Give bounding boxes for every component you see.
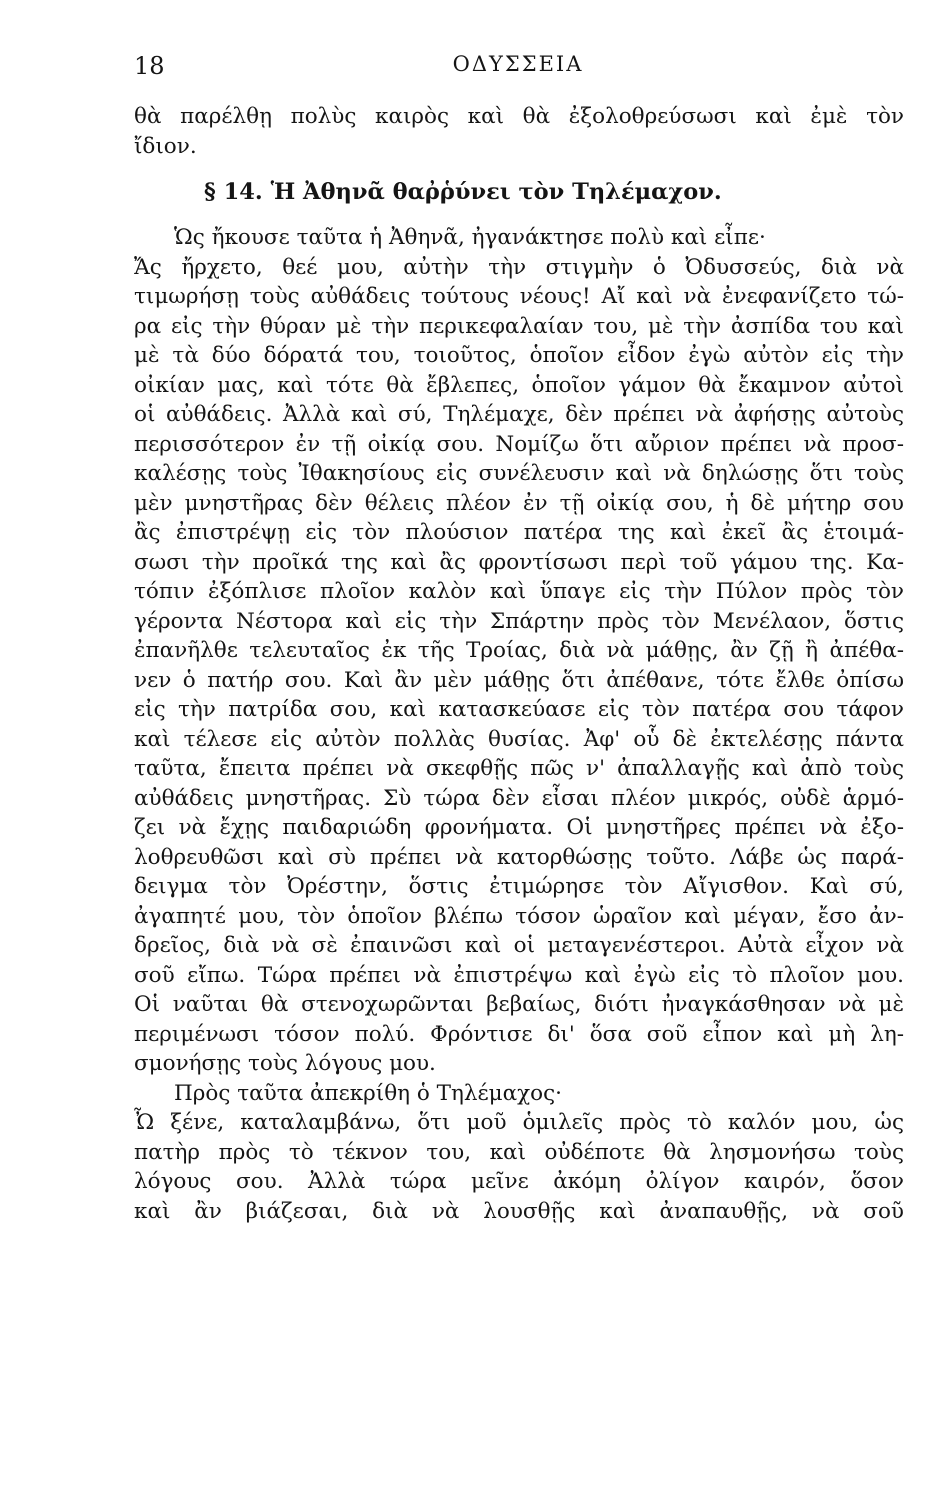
running-title: ΟΔΥΣΣΕΙΑ [452, 52, 584, 76]
text-line: οἰκίαν μας, καὶ τότε θὰ ἔβλεπες, ὁποῖον γάμον θὰ ἔκαμνον αὐτοὶ [134, 372, 904, 398]
text-line: τόπιν ἐξόπλισε πλοῖον καλὸν καὶ ὕπαγε εἰς τὴν Πύλον πρὸς τὸν [134, 579, 904, 604]
text-line: ζει νὰ ἔχῃς παιδαριώδη φρονήματα. Οἱ μνηστῆρες πρέπει νὰ ἐξο- [134, 815, 904, 840]
text-line: λοθρευθῶσι καὶ σὺ πρέπει νὰ κατορθώσῃς τοῦτο. Λάβε ὡς παρά- [134, 844, 904, 870]
text-line: γέροντα Νέστορα καὶ εἰς τὴν Σπάρτην πρὸς τὸν Μενέλαον, ὅστις [134, 608, 904, 634]
text-line: σωσι τὴν προῖκά της καὶ ἂς φροντίσωσι περὶ τοῦ γάμου της. Κα- [134, 549, 904, 575]
text-line: δειγμα τὸν Ὀρέστην, ὅστις ἐτιμώρησε τὸν Αἴγισθον. Καὶ σύ, [134, 874, 904, 899]
text-line: σμονήσῃς τοὺς λόγους μου. [134, 1051, 436, 1076]
text-line: αὐθάδεις μνηστῆρας. Σὺ τώρα δὲν εἶσαι πλέον μικρός, οὐδὲ ἁρμό- [134, 785, 904, 811]
text-line: Ὡς ἤκουσε ταῦτα ἡ Ἀθηνᾶ, ἠγανάκτησε πολὺ καὶ εἶπε· [174, 225, 766, 250]
text-line: δρεῖος, διὰ νὰ σὲ ἐπαινῶσι καὶ οἱ μεταγενέστεροι. Αὐτὰ εἶχον νὰ [134, 933, 904, 958]
text-line: οἱ αὐθάδεις. Ἀλλὰ καὶ σύ, Τηλέμαχε, δὲν πρέπει νὰ ἀφήσῃς αὐτοὺς [134, 402, 904, 427]
text-line: ἴδιον. [134, 133, 197, 159]
page-number: 18 [134, 52, 165, 80]
text-line: νεν ὁ πατήρ σου. Καὶ ἂν μὲν μάθῃς ὅτι ἀπέθανε, τότε ἔλθε ὀπίσω [134, 667, 904, 693]
text-line: καὶ ἂν βιάζεσαι, διὰ νὰ λουσθῇς καὶ ἀναπαυθῇς, νὰ σοῦ [134, 1198, 904, 1224]
text-line: ἂς ἐπιστρέψῃ εἰς τὸν πλούσιον πατέρα της καὶ ἐκεῖ ἂς ἑτοιμά- [134, 520, 904, 545]
text-line: πατὴρ πρὸς τὸ τέκνον του, καὶ οὐδέποτε θὰ λησμονήσω τοὺς [134, 1139, 904, 1165]
text-line: λόγους σου. Ἀλλὰ τώρα μεῖνε ἀκόμη ὀλίγον καιρόν, ὅσον [134, 1169, 904, 1194]
text-line: ταῦτα, ἔπειτα πρέπει νὰ σκεφθῇς πῶς ν' ἀπαλλαγῇς καὶ ἀπὸ τοὺς [134, 756, 904, 781]
text-line: ρα εἰς τὴν θύραν μὲ τὴν περικεφαλαίαν του, μὲ τὴν ἀσπίδα του καὶ [134, 313, 904, 339]
text-line: μὲν μνηστῆρας δὲν θέλεις πλέον ἐν τῇ οἰκίᾳ σου, ἡ δὲ μήτηρ σου [134, 490, 904, 516]
text-line: ἀγαπητέ μου, τὸν ὁποῖον βλέπω τόσον ὡραῖον καὶ μέγαν, ἔσο ἀν- [134, 903, 904, 929]
text-line: ἐπανῆλθε τελευταῖος ἐκ τῆς Τροίας, διὰ νὰ μάθῃς, ἂν ζῇ ἢ ἀπέθα- [134, 638, 904, 663]
text-line: περισσότερον ἐν τῇ οἰκίᾳ σου. Νομίζω ὅτι αὔριον πρέπει νὰ προσ- [134, 431, 904, 457]
text-line: τιμωρήσῃ τοὺς αὐθάδεις τούτους νέους! Αἴ καὶ νὰ ἐνεφανίζετο τώ- [134, 284, 904, 309]
text-line: εἰς τὴν πατρίδα σου, καὶ κατασκεύασε εἰς τὸν πατέρα σου τάφον [134, 697, 904, 722]
spacer [134, 161, 904, 175]
text-line: καλέσῃς τοὺς Ἰθακησίους εἰς συνέλευσιν καὶ νὰ δηλώσῃς ὅτι τοὺς [134, 461, 904, 486]
body-text [134, 102, 904, 1226]
text-line: θὰ παρέλθῃ πολὺς καιρὸς καὶ θὰ ἐξολοθρεύσωσι καὶ ἐμὲ τὸν [134, 104, 904, 129]
text-line: σοῦ εἴπω. Τώρα πρέπει νὰ ἐπιστρέψω καὶ ἐγὼ εἰς τὸ πλοῖον μου. [134, 962, 904, 988]
text-line: Πρὸς ταῦτα ἀπεκρίθη ὁ Τηλέμαχος· [174, 1080, 562, 1106]
text-line: Ὦ ξένε, καταλαμβάνω, ὅτι μοῦ ὁμιλεῖς πρὸς τὸ καλόν μου, ὡς [134, 1110, 904, 1135]
section-heading: § 14. Ἡ Ἀθηνᾶ θαῤῥύνει τὸν Τηλέμαχον. [204, 179, 722, 205]
text-line: Οἱ ναῦται θὰ στενοχωρῶνται βεβαίως, διότι ἠναγκάσθησαν νὰ μὲ [134, 992, 904, 1017]
text-line: Ἄς ἤρχετο, θεέ μου, αὐτὴν τὴν στιγμὴν ὁ Ὀδυσσεύς, διὰ νὰ [134, 254, 904, 280]
text-line: περιμένωσι τόσον πολύ. Φρόντισε δι' ὅσα σοῦ εἶπον καὶ μὴ λη- [134, 1021, 904, 1047]
spacer [134, 209, 904, 223]
text-line: καὶ τέλεσε εἰς αὐτὸν πολλὰς θυσίας. Ἀφ' οὗ δὲ ἐκτελέσῃς πάντα [134, 726, 904, 752]
text-line: μὲ τὰ δύο δόρατά του, τοιοῦτος, ὁποῖον εἶδον ἐγὼ αὐτὸν εἰς τὴν [134, 343, 904, 368]
page-header [134, 52, 902, 92]
